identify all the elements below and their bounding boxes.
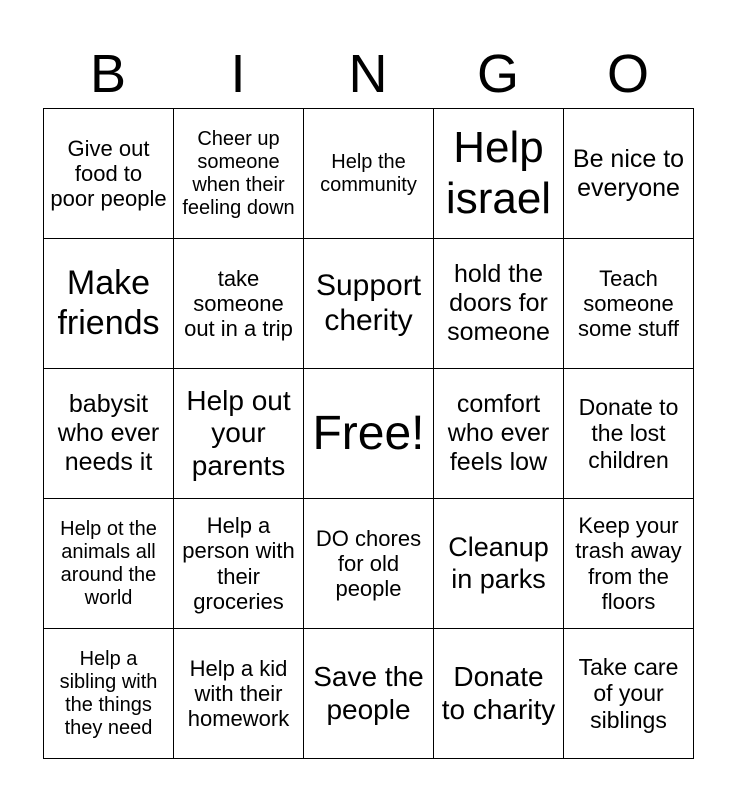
- grid-row: [44, 629, 694, 759]
- grid-row: [44, 109, 694, 239]
- header-letter-b: B: [89, 44, 127, 104]
- bingo-cell[interactable]: Teach someone some stuff: [564, 239, 694, 369]
- bingo-cell[interactable]: Cleanup in parks: [434, 499, 564, 629]
- bingo-cell[interactable]: Make friends: [44, 239, 174, 369]
- header-letter-o: O: [606, 44, 649, 104]
- header-letter-n: N: [348, 44, 388, 104]
- bingo-cell[interactable]: Help a kid with their homework: [174, 629, 304, 759]
- bingo-grid: [43, 108, 694, 759]
- bingo-cell[interactable]: Help a person with their groceries: [174, 499, 304, 629]
- header-letter-g: G: [476, 44, 519, 104]
- bingo-cell[interactable]: Donate to charity: [434, 629, 564, 759]
- grid-row: [44, 239, 694, 369]
- bingo-cell[interactable]: Give out food to poor people: [44, 109, 174, 239]
- free-space-cell[interactable]: Free!: [304, 369, 434, 499]
- bingo-cell[interactable]: Donate to the lost children: [564, 369, 694, 499]
- bingo-cell[interactable]: take someone out in a trip: [174, 239, 304, 369]
- grid-row: [44, 369, 694, 499]
- bingo-cell[interactable]: Take care of your siblings: [564, 629, 694, 759]
- bingo-cell[interactable]: Help the community: [304, 109, 434, 239]
- bingo-cell[interactable]: Help a sibling with the things they need: [44, 629, 174, 759]
- bingo-cell[interactable]: Cheer up someone when their feeling down: [174, 109, 304, 239]
- bingo-cell[interactable]: Help out your parents: [174, 369, 304, 499]
- bingo-cell[interactable]: Be nice to everyone: [564, 109, 694, 239]
- bingo-cell[interactable]: babysit who ever needs it: [44, 369, 174, 499]
- bingo-cell[interactable]: Help israel: [434, 109, 564, 239]
- bingo-cell[interactable]: Keep your trash away from the floors: [564, 499, 694, 629]
- header-letter-i: I: [230, 44, 246, 104]
- bingo-cell[interactable]: Save the people: [304, 629, 434, 759]
- bingo-cell[interactable]: hold the doors for someone: [434, 239, 564, 369]
- bingo-cell[interactable]: Support cherity: [304, 239, 434, 369]
- bingo-cell[interactable]: Help ot the animals all around the world: [44, 499, 174, 629]
- bingo-header: [43, 44, 693, 104]
- bingo-cell[interactable]: DO chores for old people: [304, 499, 434, 629]
- grid-row: [44, 499, 694, 629]
- bingo-cell[interactable]: comfort who ever feels low: [434, 369, 564, 499]
